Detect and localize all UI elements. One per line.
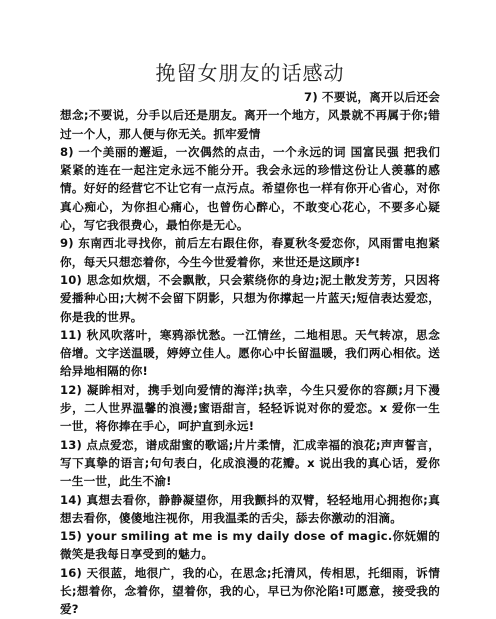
paragraph: 9) 东南西北寻找你，前后左右跟住你，春夏秋冬爱恋你，风雨雷电抱紧你，每天只想恋着你，今生今世爱着你，来世还是这顾序! — [60, 236, 440, 269]
paragraph: 11) 秋风吹落叶，寒鸦添忧愁。一江情丝，二地相思。天气转凉，思念倍增。文字送温暖，婷婷立佳人。愿你心中长留温暖，我们两心相依。送给异地相隔的你! — [60, 327, 440, 379]
paragraph: 8) 一个美丽的邂逅，一次偶然的点击，一个永远的词 国富民强 把我们紧紧的连在一起注定永远不能分开。我会永远的珍惜这份让人羡慕的感情。好好的经营它不让它有一点污点。希望你也一样有你开心省心，对你真心痴心，为你担心痛心，也曾伤心醉心，不敢变心花心，不要多心疑心，写它我很费心，最怕你是无心。 — [60, 144, 440, 233]
paragraph: 7) 不要说，离开以后还会 — [304, 90, 440, 104]
paragraph: 16) 天很蓝，地很广，我的心，在思念;托清风，传相思，托细雨，诉情长;想着你，念着你，望着你，我的心，早已为你沦陷!可愿意，接受我的爱? — [60, 565, 440, 617]
paragraph: 12) 凝眸相对，携手划向爱情的海洋;执幸，今生只爱你的容颜;月下漫步，二人世界温馨的浪漫;蜜语甜言，轻轻诉说对你的爱恋。x 爱你一生一世，将你捧在手心，呵护直到永远! — [60, 382, 440, 434]
document-body — [60, 88, 440, 619]
paragraph: 14) 真想去看你，静静凝望你，用我颤抖的双臂，轻轻地用心拥抱你;真想去看你，傻傻地注视你，用我温柔的舌尖，舔去你激动的泪滴。 — [60, 492, 440, 525]
paragraph: 15) your smiling at me is my daily dose of magic.你妩媚的微笑是我每日享受到的魅力。 — [60, 529, 440, 562]
paragraph: 10) 思念如炊烟，不会飘散，只会萦绕你的身边;泥土散发芳芳，只因将爱播种心田;大树不会留下阴影，只想为你撑起一片蓝天;短信表达爱恋，你是我的世界。 — [60, 272, 440, 324]
paragraph: 想念;不要说，分手以后还是朋友。离开一个地方，风景就不再属于你;错过一个人，那人便与你无关。抓牢爱情 — [60, 108, 440, 141]
page-title: 挽留女朋友的话感动 — [155, 61, 345, 85]
paragraph: 13) 点点爱恋，谱成甜蜜的歌谣;片片柔情，汇成幸福的浪花;声声誓言，写下真挚的语言;句句表白，化成浪漫的花瓣。x 说出我的真心话，爱你一生一世，此生不渝! — [60, 437, 440, 489]
